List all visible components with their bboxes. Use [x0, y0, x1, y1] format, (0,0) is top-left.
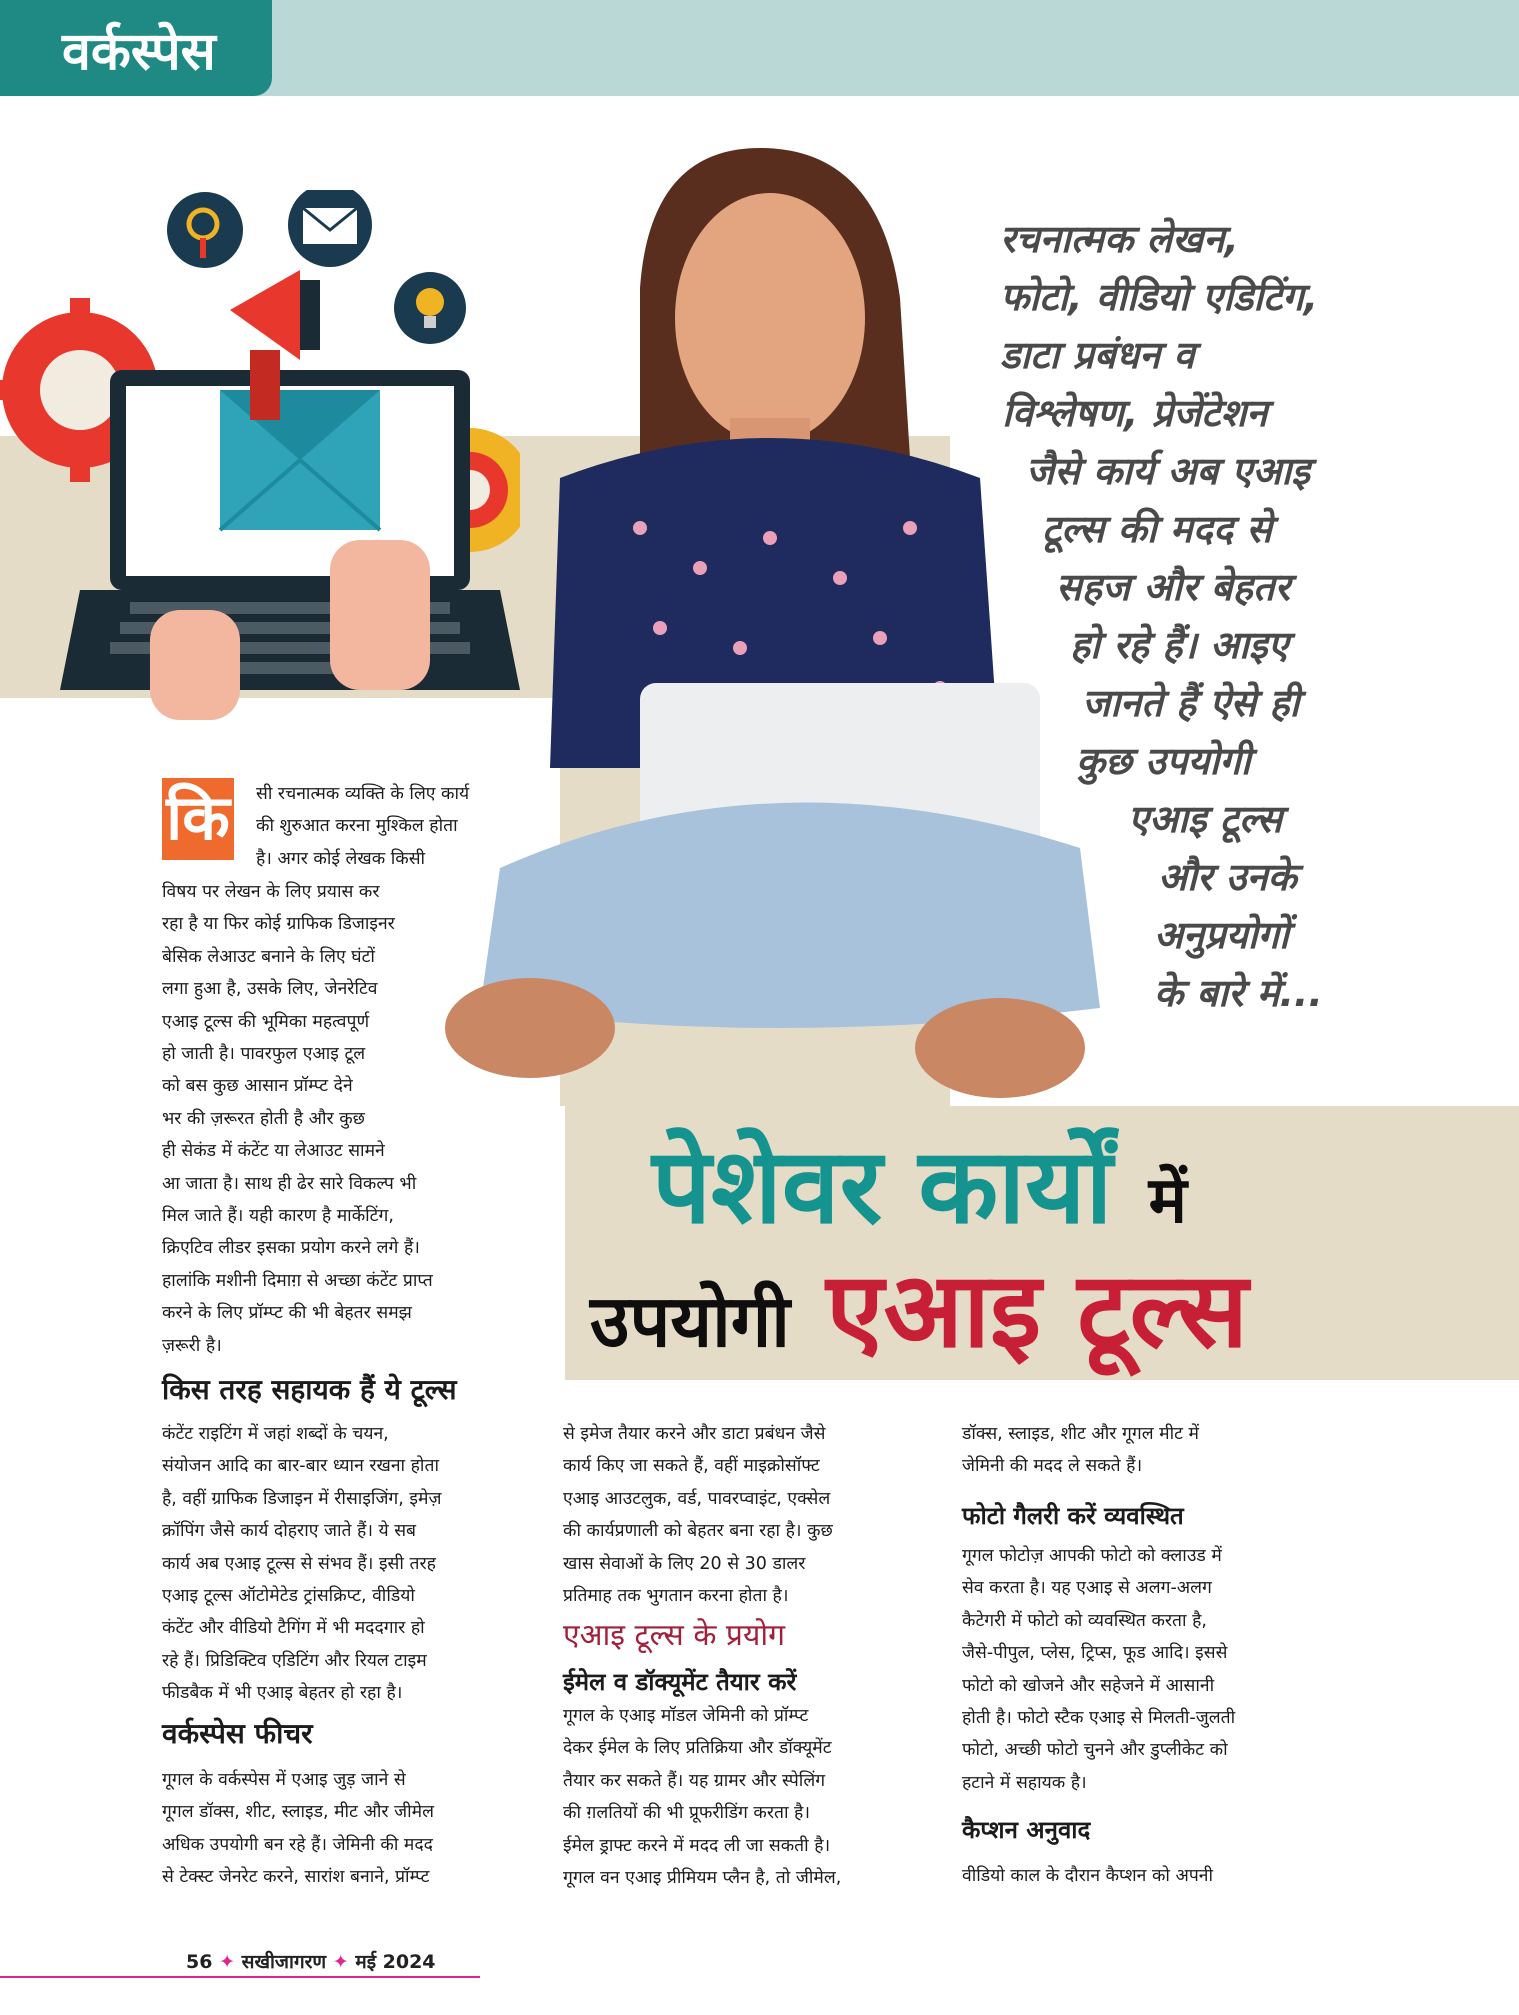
mail-icon [288, 190, 372, 267]
pull-quote-line: डाटा प्रबंधन व [1000, 333, 1195, 377]
col1-para1 [162, 1418, 532, 1710]
intro-line: बेसिक लेआउट बनाने के लिए घंटों [162, 946, 375, 967]
footer-divider [0, 1976, 480, 1978]
pull-quote-line: विश्लेषण, प्रेजेंटेशन [1002, 391, 1268, 435]
text-line: ईमेल ड्राफ्ट करने में मदद ली जा सकती है। [563, 1835, 831, 1856]
text-line: जेमिनी की मदद ले सकते हैं। [962, 1456, 1143, 1477]
pull-quote-line: के बारे में... [1154, 971, 1323, 1015]
title-black-text: उपयोगी [590, 1279, 790, 1363]
text-line: रहे हैं। प्रिडिक्टिव एडिटिंग और रियल टाइम [162, 1650, 427, 1671]
pull-quote-line: और उनके [1158, 855, 1297, 899]
text-line: हटाने में सहायक है। [962, 1772, 1087, 1793]
intro-line: लगा हुआ है, उसके लिए, जेनरेटिव [162, 979, 378, 1000]
subheading-ai-tool-uses: एआइ टूल्स के प्रयोग [563, 1618, 786, 1653]
col1-para2 [162, 1764, 532, 1894]
star-icon: ✦ [219, 1951, 235, 1973]
text-line: की ग़लतियों की भी प्रूफरीडिंग करता है। [563, 1803, 810, 1824]
pull-quote-line: अनुप्रयोगों [1154, 913, 1289, 957]
article-title-line2 [590, 1250, 1350, 1381]
text-line: से टेक्स्ट जेनरेट करने, सारांश बनाने, प्रॉम्प्ट [162, 1867, 430, 1888]
intro-line: भर की ज़रूरत होती है और कुछ [162, 1108, 365, 1129]
text-line: फीडबैक में भी एआइ बेहतर हो रहा है। [162, 1683, 403, 1704]
text-line: खास सेवाओं के लिए 20 से 30 डालर [563, 1553, 806, 1574]
subheading-photo-gallery: फोटो गैलरी करें व्यवस्थित [962, 1502, 1184, 1530]
text-line: फोटो को खोजने और सहेजने में आसानी [962, 1675, 1215, 1696]
intro-line: हो जाती है। पावरफुल एआइ टूल [162, 1044, 366, 1065]
pull-quote-line: रचनात्मक लेखन, [1000, 217, 1239, 261]
pull-quote-line: कुछ उपयोगी [1076, 739, 1251, 783]
text-line: कार्य किए जा सकते हैं, वहीं माइक्रोसॉफ्ट [563, 1456, 820, 1477]
text-line: सेव करता है। यह एआइ से अलग-अलग [962, 1578, 1212, 1599]
pull-quote-line: एआइ टूल्स [1128, 797, 1283, 841]
intro-line: ही सेकंड में कंटेंट या लेआउट सामने [162, 1141, 385, 1162]
text-line: से इमेज तैयार करने और डाटा प्रबंधन जैसे [563, 1424, 826, 1444]
text-line: प्रतिमाह तक भुगतान करना होता है। [563, 1586, 789, 1607]
text-line: एआइ टूल्स ऑटोमेटेड ट्रांसक्रिप्ट, वीडियो [162, 1586, 415, 1607]
col3-para1 [962, 1418, 1332, 1483]
col2-para2 [563, 1700, 933, 1894]
intro-line: को बस कुछ आसान प्रॉम्प्ट देने [162, 1076, 353, 1097]
pull-quote-line: सहज और बेहतर [1056, 565, 1291, 609]
text-line: संयोजन आदि का बार-बार ध्यान रखना होता [162, 1456, 439, 1477]
pull-quote-line: फोटो, वीडियो एडिटिंग, [1000, 275, 1319, 319]
text-line: की कार्यप्रणाली को बेहतर बना रहा है। कुछ [563, 1521, 833, 1542]
text-line: अधिक उपयोगी बन रहे हैं। जेमिनी की मदद [162, 1834, 433, 1855]
intro-line: रहा है या फिर कोई ग्राफिक डिजाइनर [162, 914, 395, 935]
text-line: कार्य अब एआइ टूल्स से संभव हैं। इसी तरह [162, 1553, 436, 1574]
text-line: गूगल के एआइ मॉडल जेमिनी को प्रॉम्प्ट [563, 1706, 809, 1726]
subheading-caption-translation: कैप्शन अनुवाद [962, 1816, 1091, 1844]
intro-line: मिल जाते हैं। यही कारण है मार्केटिंग, [162, 1206, 394, 1227]
magnifier-icon [167, 192, 243, 268]
text-line: देकर ईमेल के लिए प्रतिक्रिया और डॉक्यूमेंट [563, 1738, 832, 1759]
star-icon: ✦ [332, 1951, 349, 1973]
text-line: जैसे-पीपुल, प्लेस, ट्रिप्स, फूड आदि। इससे [962, 1643, 1228, 1664]
pull-quote-line: जानते हैं ऐसे ही [1082, 681, 1300, 725]
pull-quote-line: जैसे कार्य अब एआइ [1026, 449, 1310, 493]
page-footer [186, 1948, 436, 1974]
intro-line: करने के लिए प्रॉम्प्ट की भी बेहतर समझ [162, 1303, 412, 1324]
issue-date: मई 2024 [355, 1951, 436, 1973]
subheading-email-documents: ईमेल व डॉक्यूमेंट तैयार करें [563, 1668, 797, 1696]
pull-quote-line: टूल्स की मदद से [1042, 507, 1272, 551]
intro-line: सी रचनात्मक व्यक्ति के लिए कार्य [256, 784, 470, 804]
intro-line: क्रिएटिव लीडर इसका प्रयोग करने लगे हैं। [162, 1238, 420, 1259]
col3-para3 [962, 1860, 1332, 1892]
drop-cap: कि [162, 778, 234, 860]
text-line: गूगल फोटोज़ आपकी फोटो को क्लाउड में [962, 1546, 1222, 1566]
text-line: क्रॉपिंग जैसे कार्य दोहराए जाते हैं। ये सब [162, 1521, 417, 1542]
text-line: वीडियो काल के दौरान कैप्शन को अपनी [962, 1866, 1214, 1886]
text-line: कैटेगरी में फोटो को व्यवस्थित करता है, [962, 1610, 1207, 1631]
title-teal-text: पेशेवर कार्यों [652, 1125, 1113, 1247]
intro-lines-body [162, 876, 537, 1362]
text-line: गूगल डॉक्स, शीट, स्लाइड, मीट और जीमेल [162, 1802, 434, 1823]
title-black-small-text: में [1148, 1164, 1187, 1238]
title-red-text: एआइ टूल्स [826, 1249, 1249, 1371]
text-line: है, वहीं ग्राफिक डिजाइन में रीसाइजिंग, इमेज़ [162, 1488, 442, 1509]
page-number: 56 [186, 1951, 213, 1973]
magazine-name: सखीजागरण [241, 1951, 327, 1973]
intro-line: है। अगर कोई लेखक किसी [256, 848, 426, 869]
intro-line: की शुरुआत करना मुश्किल होता [256, 816, 458, 837]
text-line: कंटेंट और वीडियो टैगिंग में भी मददगार हो [162, 1618, 425, 1639]
col2-para1 [563, 1418, 933, 1612]
col3-para2 [962, 1540, 1332, 1799]
text-line: डॉक्स, स्लाइड, शीट और गूगल मीट में [962, 1424, 1199, 1444]
pull-quote-line: हो रहे हैं। आइए [1070, 623, 1289, 667]
intro-line: एआइ टूल्स की भूमिका महत्वपूर्ण [162, 1011, 370, 1032]
section-tab [0, 0, 272, 96]
subheading-how-tools-help: किस तरह सहायक हैं ये टूल्स [162, 1373, 457, 1406]
text-line: होती है। फोटो स्टैक एआइ से मिलती-जुलती [962, 1708, 1236, 1729]
text-line: गूगल वन एआइ प्रीमियम प्लैन है, तो जीमेल, [563, 1868, 842, 1889]
intro-lines-top [256, 778, 532, 875]
text-line: फोटो, अच्छी फोटो चुनने और डुप्लीकेट को [962, 1740, 1228, 1761]
section-label: वर्कस्पेस [62, 22, 216, 82]
text-line: एआइ आउटलुक, वर्ड, पावरप्वाइंट, एक्सेल [563, 1488, 831, 1509]
intro-line: आ जाता है। साथ ही ढेर सारे विकल्प भी [162, 1173, 417, 1194]
text-line: तैयार कर सकते हैं। यह ग्रामर और स्पेलिंग [563, 1770, 826, 1791]
article-title-line1 [652, 1126, 1302, 1261]
envelope-icon [220, 390, 380, 530]
intro-line: ज़रूरी है। [162, 1335, 222, 1356]
pull-quote [960, 210, 1380, 1022]
intro-line: विषय पर लेखन के लिए प्रयास कर [162, 882, 380, 902]
text-line: गूगल के वर्कस्पेस में एआइ जुड़ जाने से [162, 1770, 406, 1790]
subheading-workspace-feature: वर्कस्पेस फीचर [162, 1717, 313, 1750]
text-line: कंटेंट राइटिंग में जहां शब्दों के चयन, [162, 1424, 389, 1444]
intro-line: हालांकि मशीनी दिमाग़ से अच्छा कंटेंट प्राप्त [162, 1270, 433, 1291]
